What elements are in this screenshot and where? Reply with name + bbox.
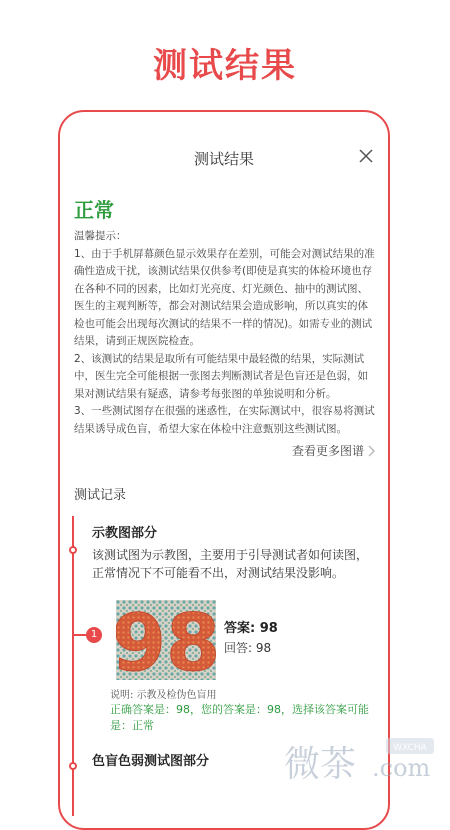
record-title: 色盲色弱测试图部分 [92, 754, 210, 769]
watermark-text: 微茶 [284, 744, 357, 785]
tip-item: 1、由于手机屏幕颜色显示效果存在差别，可能会对测试结果的准确性造成干扰，该测试结果仅供参考(即使是真实的体检环境也存在各种不同的因素，比如灯光亮度、灯光颜色、抽中的测试图、医生的主观判断等，都会对测试结果会造成影响，所以真实的体检也可能会出现每次测试的结果不一样的情况)。如需专业的测试结果，请到正规医院检查。 [74, 247, 375, 347]
timeline-line [72, 516, 74, 816]
records-title: 测试记录 [74, 488, 127, 503]
close-icon[interactable] [358, 148, 374, 164]
svg-text:.com: .com [372, 754, 431, 782]
plate-number: 98 [116, 600, 216, 680]
watermark-logo [274, 728, 444, 786]
more-charts-link[interactable] [292, 442, 376, 459]
more-charts-label: 查看更多图谱 [291, 444, 364, 458]
watermark-sub: WXCHA [393, 743, 427, 753]
hero-title: 测试结果 [153, 46, 297, 86]
badge-connector [73, 634, 87, 636]
result-dialog [58, 110, 390, 830]
answer-summary: 正确答案是：98，您的答案是：98，选择该答案可能是：正常 [110, 703, 369, 732]
timeline-dot [69, 762, 77, 770]
tips-heading: 温馨提示： [74, 230, 127, 242]
chevron-right-icon [368, 445, 376, 457]
record-description: 该测试图为示教图，主要用于引导测试者如何读图，正常情况下不可能看不出，对测试结果没影响。 [92, 548, 369, 580]
tip-item: 2、该测试的结果是取所有可能结果中最轻微的结果，实际测试中，医生完全可能根据一张图去判断测试者是色盲还是色弱，如果对测试结果有疑惑，请参考每张图的单独说明和分析。 [74, 352, 368, 400]
plate-note: 说明: 示教及检伪色盲用 [110, 690, 217, 701]
color-test-plate [116, 600, 216, 680]
record-title: 示教图部分 [92, 526, 158, 541]
correct-answer: 答案: 98 [224, 621, 278, 636]
user-reply: 回答: 98 [224, 641, 272, 655]
question-number-badge: 1 [86, 627, 102, 643]
status-text: 正常 [74, 198, 114, 222]
tips-block [74, 228, 378, 438]
timeline-dot [69, 546, 77, 554]
dialog-title: 测试结果 [193, 150, 254, 168]
tip-item: 3、一些测试图存在很强的迷惑性，在实际测试中，很容易将测试结果诱导成色盲，希望大家在体检中注意甄别这些测试图。 [74, 405, 375, 435]
